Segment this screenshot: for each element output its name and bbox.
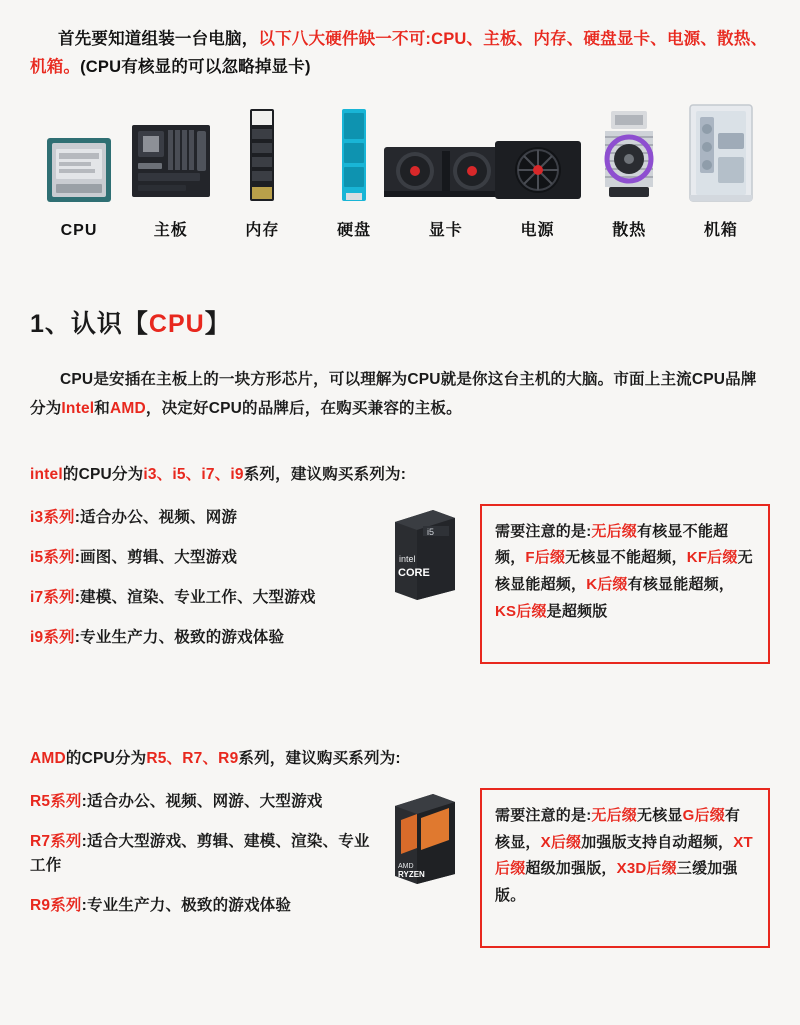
- svg-text:i5: i5: [427, 526, 435, 537]
- cpu-description-paragraph: [30, 366, 770, 423]
- part-label: CPU: [60, 222, 98, 240]
- series-value: :适合办公、视频、网游、大型游戏: [81, 792, 323, 810]
- amd-series-list: [30, 788, 378, 934]
- note-black-5: 是超频版: [546, 602, 608, 620]
- part-label: 主板: [153, 222, 188, 240]
- series-line: [30, 894, 378, 918]
- part-label: 硬盘: [337, 222, 372, 240]
- intro-segment-3: (CPU有核显的可以忽略掉显卡): [80, 57, 311, 76]
- para-part-2: 和: [94, 400, 110, 418]
- series-line: [30, 506, 378, 530]
- note-red-2: F后缀: [525, 549, 566, 567]
- series-value: :适合办公、视频、网游: [74, 508, 238, 526]
- note-black-5: 三缓加强版。: [495, 860, 738, 904]
- amd-lead-tail: 系列，建议购买系列为:: [238, 749, 401, 767]
- note-red-1: 无后缀: [591, 522, 638, 540]
- ram-stick-icon: [240, 103, 284, 203]
- intel-lead-tail: 系列，建议购买系列为:: [243, 465, 407, 483]
- series-key: i5系列: [30, 548, 75, 566]
- series-value: :建模、渲染、专业工作、大型游戏: [74, 588, 316, 606]
- note-prefix: 需要注意的是:: [495, 806, 592, 824]
- amd-lead-mid: 的CPU分为: [65, 749, 147, 767]
- cpu-chip-icon: [41, 108, 117, 208]
- motherboard-icon: [128, 103, 214, 203]
- svg-text:AMD: AMD: [398, 862, 414, 870]
- note-prefix: 需要注意的是:: [495, 522, 592, 540]
- part-item: [36, 108, 122, 240]
- hardware-parts-strip: [36, 103, 764, 240]
- intel-note-box: [480, 504, 770, 664]
- pc-case-icon: [686, 103, 756, 203]
- part-item: [128, 103, 214, 240]
- part-label: 机箱: [703, 222, 738, 240]
- amd-lead-line: [30, 746, 770, 768]
- series-line: [30, 586, 378, 610]
- series-key: R7系列: [30, 832, 82, 850]
- amd-lead-series: R5、R7、R9: [146, 749, 239, 767]
- note-red-4: K后缀: [586, 576, 628, 594]
- intel-lead-series: i3、i5、i7、i9: [143, 465, 244, 483]
- note-red-5: KS后缀: [495, 602, 547, 620]
- note-black-2: 无核显不能超频，: [565, 549, 687, 567]
- series-value: :画图、剪辑、大型游戏: [74, 548, 238, 566]
- series-key: R5系列: [30, 792, 82, 810]
- intro-segment-2: 以下八大硬件缺一不可:CPU、主板、内存、硬盘显卡、电源、散热、机箱。: [30, 30, 768, 76]
- series-value: :适合大型游戏、剪辑、建模、渲染、专业工作: [30, 832, 370, 874]
- note-black-4: 超级加强版，: [525, 860, 617, 878]
- note-red-3: KF后缀: [686, 549, 738, 567]
- series-line: [30, 546, 378, 570]
- section-highlight: CPU: [148, 310, 205, 339]
- note-black-4: 有核显能超频，: [627, 576, 735, 594]
- note-black-3: 无核显能超频，: [495, 549, 753, 594]
- part-item: [678, 103, 764, 240]
- intel-series-block: [30, 504, 770, 666]
- intro-segment-1: 首先要知道组装一台电脑，: [58, 30, 259, 48]
- section-tail: 】: [204, 310, 231, 339]
- para-part-3: ，决定好CPU的品牌后，在购买兼容的主板。: [145, 400, 462, 418]
- part-item: [403, 103, 489, 240]
- note-black-3: 加强版支持自动超频，: [581, 833, 734, 851]
- ssd-icon: [334, 103, 374, 203]
- cpu-cooler-icon: [591, 103, 667, 203]
- amd-lead-brand: AMD: [30, 749, 66, 767]
- part-label: 内存: [245, 222, 280, 240]
- note-black-2: 有核显，: [495, 806, 741, 851]
- note-black-1: 无核显: [637, 806, 683, 824]
- series-value: :专业生产力、极致的游戏体验: [81, 896, 292, 914]
- section-number: 1、认识【: [30, 310, 149, 339]
- power-supply-icon: [492, 103, 584, 203]
- part-label: 显卡: [428, 222, 463, 240]
- intel-core-i5-box-icon: [378, 504, 470, 602]
- brand-intel: Intel: [61, 400, 95, 418]
- svg-text:RYZEN: RYZEN: [398, 869, 425, 879]
- intel-lead-brand: intel: [30, 465, 63, 483]
- note-red-5: X3D后缀: [616, 860, 677, 878]
- note-red-3: X后缀: [540, 833, 582, 851]
- part-label: 电源: [520, 222, 555, 240]
- series-value: :专业生产力、极致的游戏体验: [74, 628, 285, 646]
- brand-amd: AMD: [109, 400, 146, 418]
- note-red-1: 无后缀: [591, 806, 638, 824]
- svg-text:CORE: CORE: [398, 566, 430, 579]
- amd-ryzen-box-icon: [378, 788, 470, 886]
- series-key: i9系列: [30, 628, 75, 646]
- series-line: [30, 790, 378, 814]
- series-key: R9系列: [30, 896, 82, 914]
- series-key: i3系列: [30, 508, 75, 526]
- note-black-1: 有核显不能超频，: [495, 522, 729, 567]
- svg-text:intel: intel: [399, 553, 416, 564]
- series-line: [30, 626, 378, 650]
- intel-lead-mid: 的CPU分为: [62, 465, 144, 483]
- part-label: 散热: [612, 222, 647, 240]
- intel-lead-line: [30, 462, 770, 484]
- section-heading: [30, 304, 770, 340]
- intro-paragraph: [30, 26, 770, 81]
- part-item: [586, 103, 672, 240]
- note-red-2: G后缀: [682, 806, 725, 824]
- part-item: [495, 103, 581, 240]
- note-red-4: XT后缀: [495, 833, 753, 878]
- amd-note-box: [480, 788, 770, 948]
- part-item: [219, 103, 305, 240]
- series-line: [30, 830, 378, 878]
- para-part-1: CPU是安插在主板上的一块方形芯片，可以理解为CPU就是你这台主机的大脑。市面上主流CPU品牌分为: [30, 371, 757, 418]
- intel-series-list: [30, 504, 378, 666]
- series-key: i7系列: [30, 588, 75, 606]
- amd-series-block: [30, 788, 770, 948]
